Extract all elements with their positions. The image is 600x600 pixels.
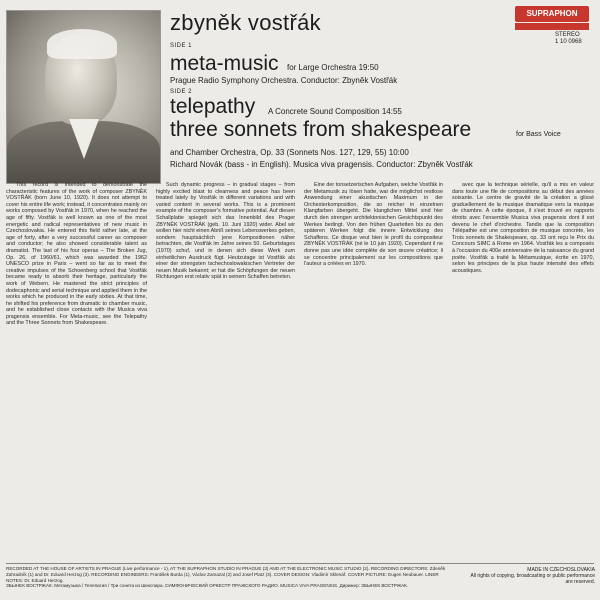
work-title-sonnets: three sonnets from shakespeare xyxy=(170,118,472,141)
footer-divider xyxy=(6,563,594,564)
liner-notes-column-french xyxy=(452,182,594,276)
composer-photo xyxy=(6,10,161,184)
side-2-label: SIDE 2 xyxy=(170,89,193,95)
liner-notes-text: This record is intended to demonstrate the characteristic features of the work of composer ZBYNĚK VOSTŘÁK (born June 10, 1920). It does not attempt to cover his entire life work; instead, it concentrates mainly on works composed by Vostřák in 1970, when he reached the age of fifty. Vostřák is well known as one of the most energetic and radical representatives of new music in Czechoslovakia. He entered this field rather late, at the age of forty, after a very successful career as composer and conductor; he also showed considerable talent as dramatist. The last of his four operas – The Broken Jug, Op. 26, of 1960/61, which was awarded the 1962 UNESCO prize in Paris – went so far as to meet the creative impulses of the Schoenberg school that Vostřák became ready to absorb their heritage, particularly the work of Webern. He mastered the strict principles of dodecaphonic and serial technique and applied them in the works which he produced in the early sixties. At that time, he shifted his preference from dramatic to chamber music, and he established close contacts with the Musica viva pragensis ensemble. For Meta-music, see the Telepathy and the Three Sonnets from Shakespeare. xyxy=(6,182,147,327)
work-subtitle-meta-music: for Large Orchestra 19:50 xyxy=(287,63,379,72)
performers-side-2: Richard Novák (bass - in English). Musica viva pragensis. Conductor: Zbyněk Vostřák xyxy=(170,160,473,169)
liner-notes-column-german-1 xyxy=(156,182,295,283)
made-in: MADE IN CZECHOSLOVAKIA xyxy=(527,567,595,573)
catalog-info xyxy=(555,32,582,46)
stereo-label: STEREO xyxy=(555,32,580,38)
side-1-label: SIDE 1 xyxy=(170,43,193,49)
credits-russian: ЗБЫНЕК ВОСТРЖАК: Метамузыка / Телепатия / Три сонета из Шекспира. СИМФОНИЧЕСКИЙ ОРКЕСТР ПРАЖСКОГО РАДИО. MUSICA VIVA PRAGENSIS. Дирижер: ЗБЫНЕК ВОСТРЖАК. xyxy=(6,583,409,589)
liner-notes-text: Eine der tonsetzerischen Aufgaben, welche Vostřák in der Metamusik zu lösen hatte, war die möglichst restlose Anwendung einer akustischen Maximum in der Orchesterkomposition, die so reicher in einzelnen Klangfarben übergeht. Die klanglichen Mittel sind hier durch den strengen architektonischen Gesichtspunkt des Werkes bedingt. Von den frühen Quartetten bis zu den späteren Werken folgt die innere Entwicklung des Schaffens. Ce disque veut bien le profil du compositeur ZBYNĚK VOSTŘÁK (né le 10 juin 1920). Cependant il ne donne pas une idée complète de son œuvre créatrice; il se concentre principalement sur les compositions que l'auteur a créées en 1970. xyxy=(304,182,443,268)
work-title-meta-music: meta-music xyxy=(170,52,279,75)
manufacture-notice xyxy=(470,567,595,585)
liner-notes-column-english xyxy=(6,182,147,329)
credits-english: RECORDED AT THE HOUSE OF ARTISTS IN PRAGUE (Live performance - 1), AT THE SUPRAPHON STUDIO IN PRAGUE (3) AND AT THE ELECTRONIC MUSIC STUDIO (2). RECORDING DIRECTORS: Zdeněk Zahradník (1) and Dr. Eduard Herzog (3). RECORDING ENGINEERS: František Burda (1), Václav Zamazal (2) and Josef Platz (3). COVER DESIGN: Vladimír Sklenář. COVER PICTURE: Eugen Neubauer. LINER NOTES: Dr. Eduard Herzog. xyxy=(6,566,446,583)
work-detail-sonnets: and Chamber Orchestra, Op. 33 (Sonnets Nos. 127, 129, 55) 10:00 xyxy=(170,148,409,157)
label-logo: SUPRAPHON xyxy=(515,6,589,22)
rights-notice: All rights of copying, broadcasting or public performance are reserved. xyxy=(470,573,595,585)
liner-notes-text: avec que la technique sérielle, qu'il a mis en valeur dans toute une file de compositions au début des années soixante. Le centre de gravité de la création a glissé graduellement de la musique dramatique vers la musique de chambre. A cette époque, il s'est trouvé en rapports étroits avec l'ensemble Musica viva pragensis dont il est devenu le chef d'orchestre. Tandis que la composition Télépathie est une composition de musique concrète, les Trois sonnets de Shakespeare, op. 33 ont reçu le Prix du Concours SIMC à Rome en 1964. Vostřák les a composés à l'occasion du 400e anniversaire de la naissance du grand poète. Vostřák a traité la Métamusique, écrite en 1970, selon les principes de la plus haute intensité des effets acoustiques. xyxy=(452,182,594,274)
work-title-telepathy: telepathy xyxy=(170,95,256,118)
recording-credits xyxy=(6,566,456,589)
work-subtitle-telepathy: A Concrete Sound Composition 14:55 xyxy=(268,107,402,116)
liner-notes-column-german-french xyxy=(304,182,443,270)
performers-side-1: Prague Radio Symphony Orchestra. Conductor: Zbyněk Vostřák xyxy=(170,76,398,85)
catalog-number: 1 10 0968 xyxy=(555,39,582,45)
logo-stripe xyxy=(515,23,589,30)
liner-notes-text: Such dynamic progress – in gradual stages – from highly excited blast to clearness and peace has been treated lately by Vostřák in different variations and with varied content in several works. This is a prominent example of the composer's formative potential. Auf diesen Schallplatte spiegelt sich das Innenbild des Prager ZBYNĚK VOSTŘÁK (geb. 10. Juni 1920) wider. Abel wir wollen hier nicht einen Abriß seines Lebenswerkes geben, sondern hauptsächlich jene Kompositionen näher betrachten, die Vostřák im Jahre seines 50. Geburtstages (1970) schuf, und in denen sich diese Werk zum einheitlichen Ausdruck fügt. Heutzutage ist Vostřák als einer der strengsten tschechoslowakischen Vertreter der neuen Musik bekannt; er hat die Schöpfungen der neuen Richtungen erst relativ spät in seinem Schaffen betreten. xyxy=(156,182,295,281)
composer-name: zbyněk vostřák xyxy=(170,10,321,35)
work-subtitle-sonnets: for Bass Voice xyxy=(516,131,561,138)
